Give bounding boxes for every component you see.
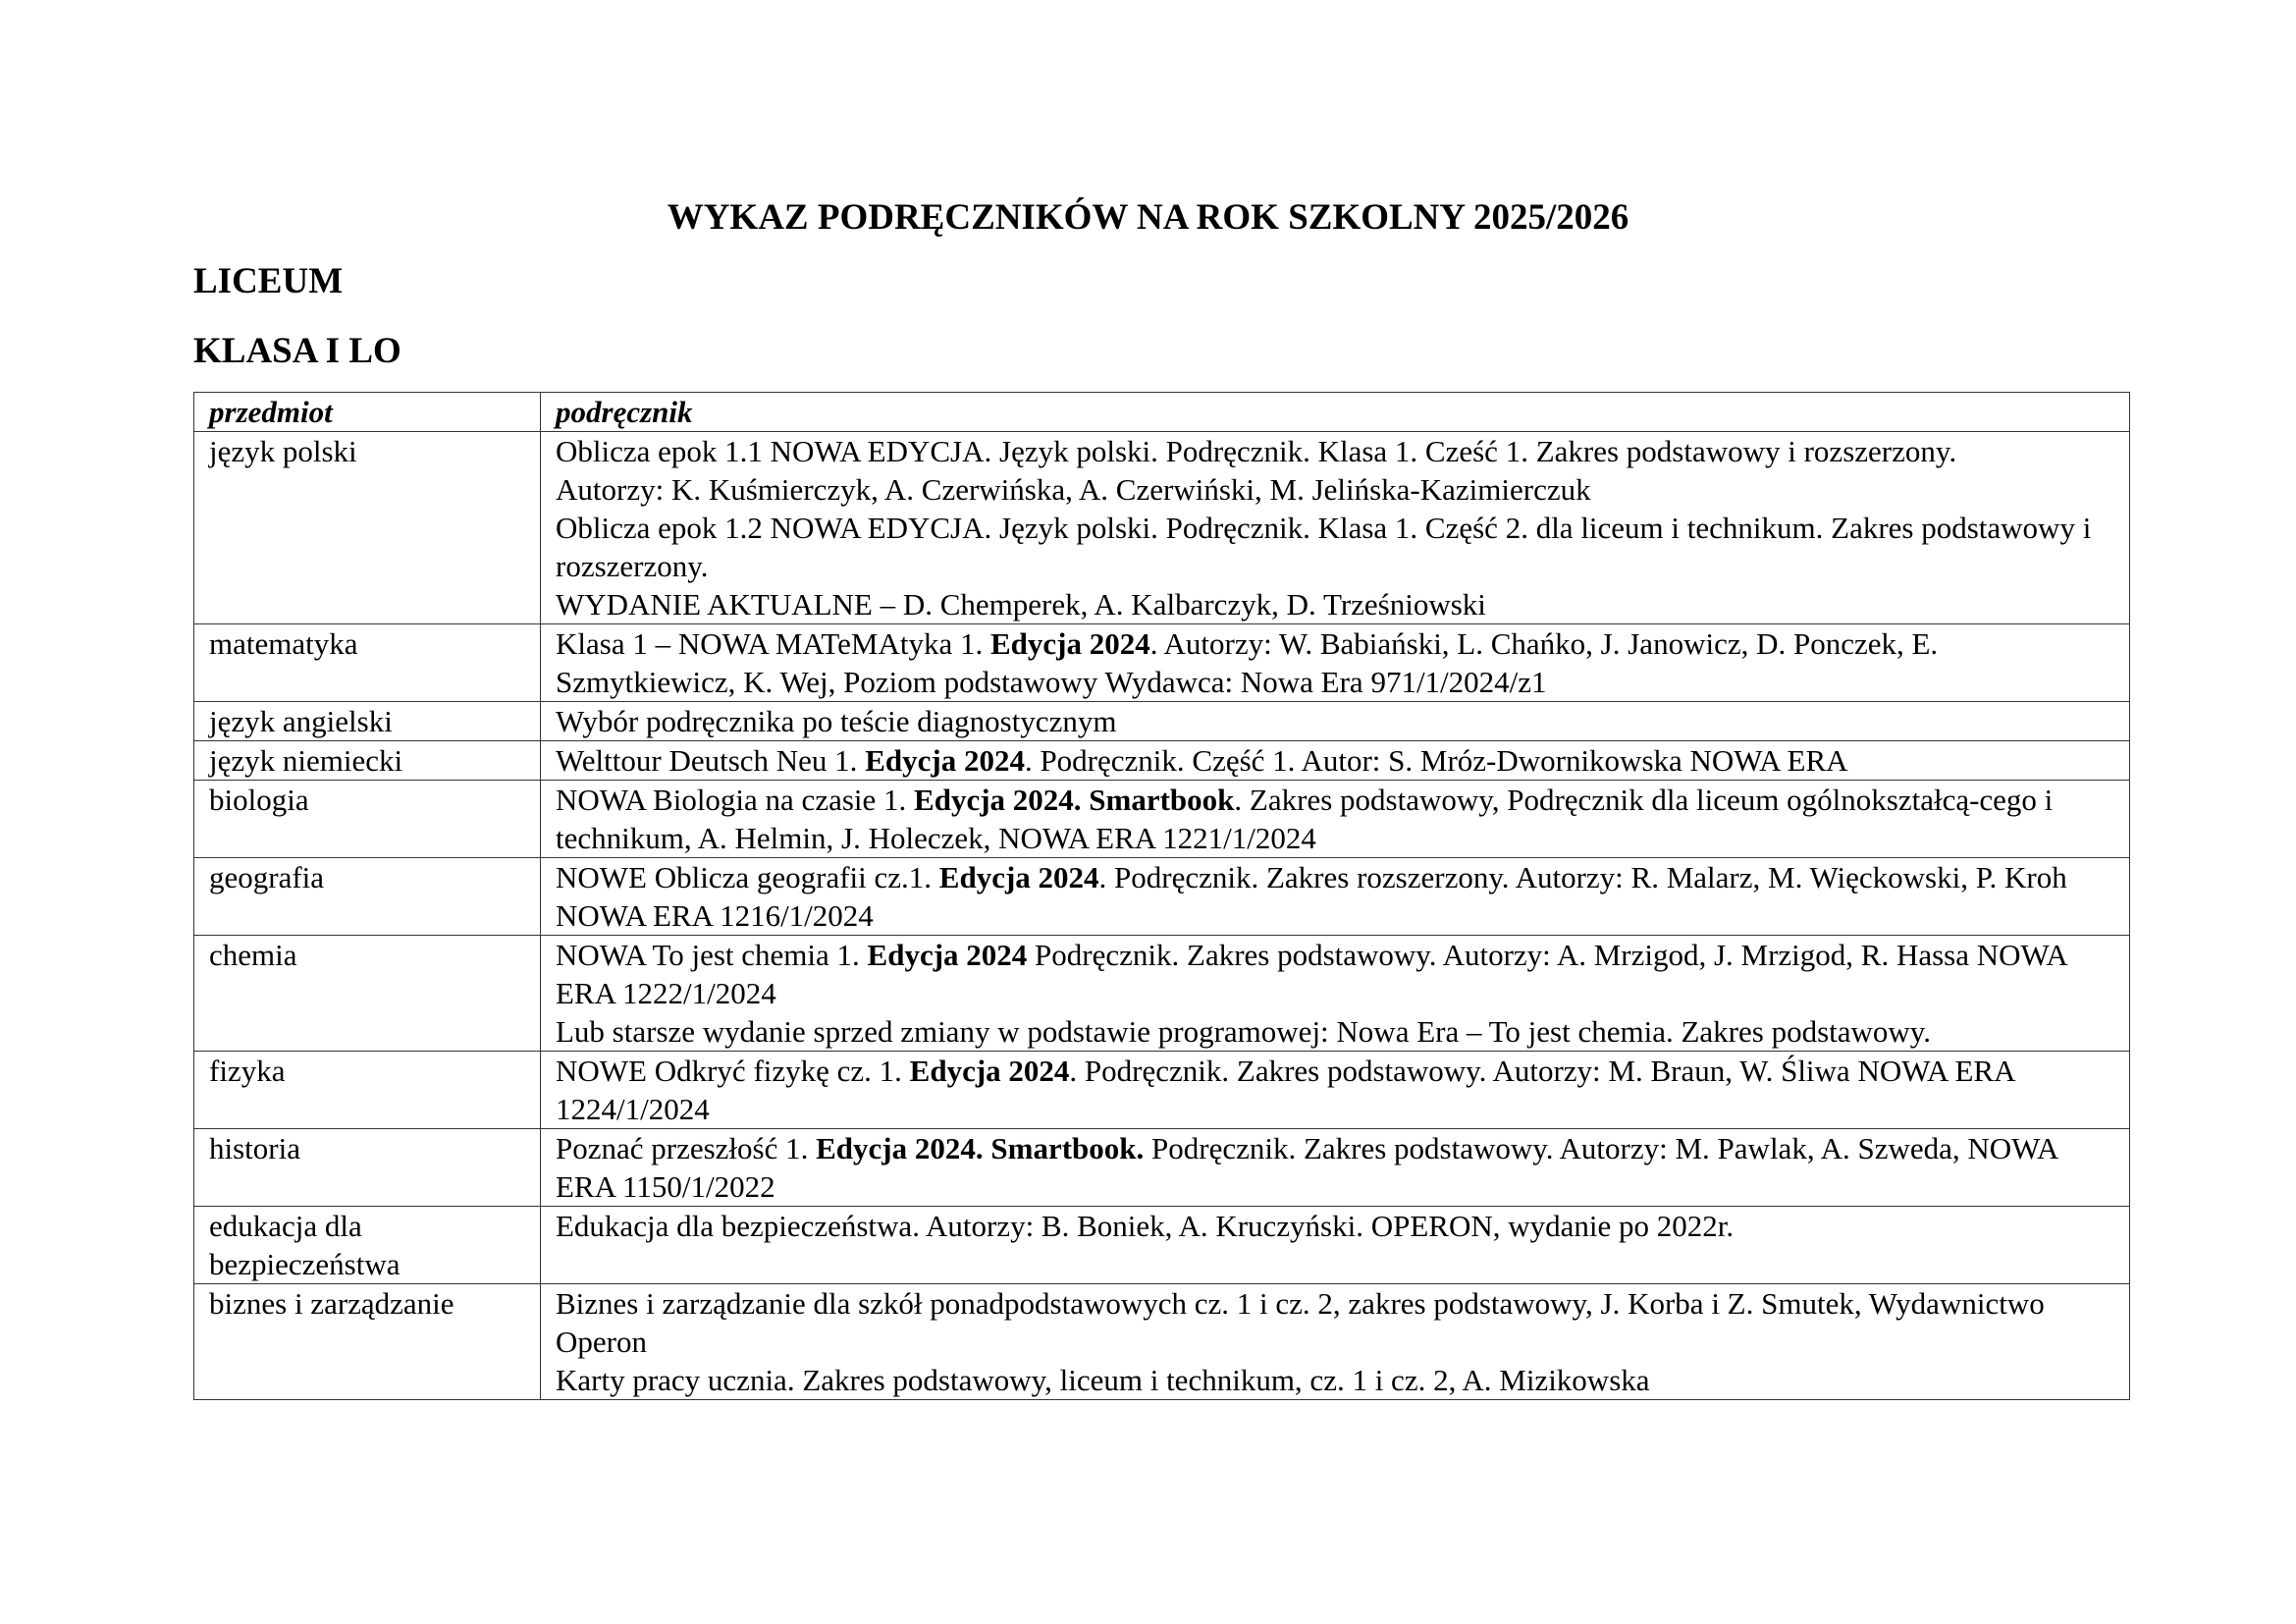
header-subject: przedmiot [194,393,541,432]
subject-cell: fizyka [194,1052,541,1129]
subject-cell: matematyka [194,624,541,702]
textbook-cell [541,781,2130,858]
textbook-text: Klasa 1 – NOWA MATeMAtyka 1. [556,626,990,661]
textbook-cell [541,624,2130,702]
table-row [194,1207,2130,1284]
textbook-cell [541,858,2130,936]
edition-label: Edycja 2024 [865,743,1025,778]
subject-cell: chemia [194,936,541,1052]
textbook-table [193,392,2130,1400]
edition-label: Edycja 2024. Smartbook [914,783,1235,817]
textbook-line: Oblicza epok 1.2 NOWA EDYCJA. Język polski. Podręcznik. Klasa 1. Część 2. dla liceum i technikum. Zakres podstawowy i rozszerzony. [556,511,2092,583]
table-row [194,781,2130,858]
subject-cell: biznes i zarządzanie [194,1284,541,1400]
table-row [194,432,2130,624]
textbook-text: . Autorzy: W. Babiański, L. Chańko, J. Janowicz, D. Ponczek, E. Szmytkiewicz, K. Wej, Poziom podstawowy Wydawca: Nowa Era 971/1/2024/z1 [556,626,1939,699]
subject-cell: język angielski [194,702,541,741]
textbook-text: NOWA To jest chemia 1. [556,938,868,972]
textbook-text: NOWE Odkryć fizykę cz. 1. [556,1054,910,1088]
table-row [194,1284,2130,1400]
textbook-text: . Podręcznik. Zakres rozszerzony. Autorzy: R. Malarz, M. Więckowski, P. Kroh NOWA ERA 1216/1/2024 [556,860,2067,933]
textbook-text: . Podręcznik. Część 1. Autor: S. Mróz-Dwornikowska NOWA ERA [1024,743,1848,778]
header-textbook: podręcznik [541,393,2130,432]
textbook-text: NOWA Biologia na czasie 1. [556,783,915,817]
class-heading: KLASA I LO [193,331,401,371]
textbook-cell [541,936,2130,1052]
textbook-cell [541,741,2130,781]
table-row [194,741,2130,781]
subject-cell: geografia [194,858,541,936]
edition-label: Edycja 2024 [867,938,1028,972]
edition-label: Edycja 2024. Smartbook. [816,1131,1145,1165]
textbook-cell [541,1129,2130,1207]
table-row [194,702,2130,741]
document-title: WYKAZ PODRĘCZNIKÓW NA ROK SZKOLNY 2025/2026 [667,197,1629,238]
textbook-cell [541,1207,2130,1284]
alternative-edition-note: Lub starsze wydanie sprzed zmiany w podstawie programowej: Nowa Era – To jest chemia. Zakres podstawowy. [556,1014,1932,1049]
subject-cell: język niemiecki [194,741,541,781]
textbook-text: Welttour Deutsch Neu 1. [556,743,866,778]
subject-cell: biologia [194,781,541,858]
textbook-text: Poznać przeszłość 1. [556,1131,817,1165]
textbook-line: WYDANIE AKTUALNE – D. Chemperek, A. Kalbarczyk, D. Trześniowski [556,587,1486,622]
textbook-line: Biznes i zarządzanie dla szkół ponadpodstawowych cz. 1 i cz. 2, zakres podstawowy, J. Korba i Z. Smutek, Wydawnictwo Operon [556,1286,2045,1359]
textbook-text: . Podręcznik. Zakres podstawowy. Autorzy: M. Braun, W. Śliwa NOWA ERA 1224/1/2024 [556,1054,2014,1126]
textbook-cell [541,432,2130,624]
textbook-cell [541,1284,2130,1400]
edition-label: Edycja 2024 [909,1054,1070,1088]
table-row [194,624,2130,702]
school-heading: LICEUM [193,261,344,301]
subject-cell: historia [194,1129,541,1207]
table-header-row [194,393,2130,432]
subject-cell: edukacja dla bezpieczeństwa [194,1207,541,1284]
textbook-text: Podręcznik. Zakres podstawowy. Autorzy: A. Mrzigod, J. Mrzigod, R. Hassa NOWA ERA 1222/1/2024 [556,938,2067,1010]
edition-label: Edycja 2024 [938,860,1099,894]
subject-cell: język polski [194,432,541,624]
textbook-text: Wybór podręcznika po teście diagnostycznym [556,704,1117,738]
textbook-line: Oblicza epok 1.1 NOWA EDYCJA. Język polski. Podręcznik. Klasa 1. Cześć 1. Zakres podstawowy i rozszerzony. [556,434,1957,468]
table-row [194,1052,2130,1129]
table-row [194,1129,2130,1207]
table-row [194,936,2130,1052]
table-row [194,858,2130,936]
textbook-text: NOWE Oblicza geografii cz.1. [556,860,939,894]
textbook-text: Podręcznik. Zakres podstawowy. Autorzy: M. Pawlak, A. Szweda, NOWA ERA 1150/1/2022 [556,1131,2057,1204]
textbook-text: . Zakres podstawowy, Podręcznik dla liceum ogólnokształcą-cego i technikum, A. Helmin, J. Holeczek, NOWA ERA 1221/1/2024 [556,783,2054,855]
edition-label: Edycja 2024 [989,626,1150,661]
textbook-cell [541,1052,2130,1129]
textbook-line: Autorzy: K. Kuśmierczyk, A. Czerwińska, A. Czerwiński, M. Jelińska-Kazimierczuk [556,472,1591,507]
textbook-line: Karty pracy ucznia. Zakres podstawowy, liceum i technikum, cz. 1 i cz. 2, A. Mizikowska [556,1363,1650,1397]
textbook-cell [541,702,2130,741]
textbook-text: Edukacja dla bezpieczeństwa. Autorzy: B. Boniek, A. Kruczyński. OPERON, wydanie po 2022r. [556,1209,1735,1243]
